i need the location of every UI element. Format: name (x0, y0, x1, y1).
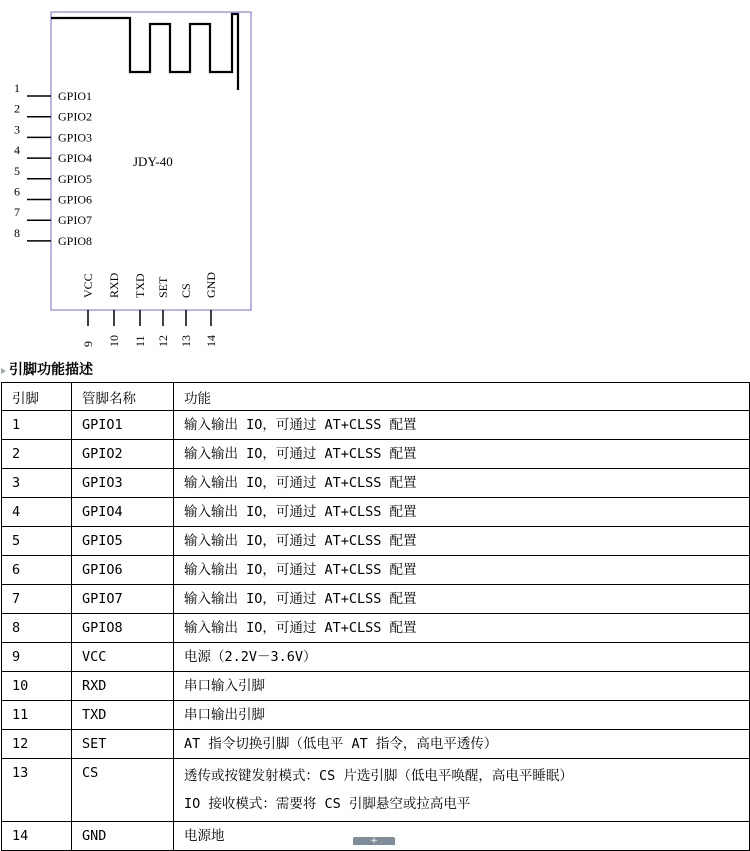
cell-pin: 9 (2, 643, 72, 672)
cell-function (174, 643, 750, 672)
bottom-pin-label: CS (179, 283, 193, 298)
cell-pin: 2 (2, 440, 72, 469)
cell-pin: 10 (2, 672, 72, 701)
table-row (2, 730, 750, 759)
header-function: 功能 (174, 383, 750, 411)
header-pin-name: 管脚名称 (72, 383, 174, 411)
function-line: 输入输出 IO，可通过 AT+CLSS 配置 (184, 475, 417, 491)
left-pin-label: GPIO6 (58, 192, 93, 207)
cell-pin: 13 (2, 759, 72, 822)
cell-function (174, 440, 750, 469)
pinout-diagram (0, 0, 750, 358)
function-line: AT 指令切换引脚（低电平 AT 指令，高电平透传） (184, 736, 498, 752)
cell-pin-name: TXD (72, 701, 174, 730)
cell-function (174, 759, 750, 822)
bottom-pin-number: 14 (204, 335, 218, 347)
left-pin-label: GPIO3 (58, 130, 93, 145)
table-row (2, 759, 750, 822)
function-line: 串口输出引脚 (184, 707, 265, 723)
left-pin-label: GPIO4 (58, 151, 93, 166)
function-line: 串口输入引脚 (184, 678, 265, 694)
function-line: 输入输出 IO，可通过 AT+CLSS 配置 (184, 562, 417, 578)
function-line: 输入输出 IO，可通过 AT+CLSS 配置 (184, 446, 417, 462)
function-line: 输入输出 IO，可通过 AT+CLSS 配置 (184, 620, 417, 636)
cell-pin-name: GPIO5 (72, 527, 174, 556)
bottom-pin-number: 11 (133, 335, 147, 347)
cell-pin: 8 (2, 614, 72, 643)
bottom-pin-number: 10 (107, 335, 121, 347)
cell-pin-name: GPIO8 (72, 614, 174, 643)
table-row (2, 701, 750, 730)
left-pin-number: 8 (14, 225, 20, 240)
header-pin: 引脚 (2, 383, 72, 411)
left-pin-number: 5 (14, 163, 20, 178)
table-row (2, 498, 750, 527)
cell-pin: 7 (2, 585, 72, 614)
left-pin-number: 3 (14, 122, 20, 137)
pin-function-table (1, 382, 750, 851)
cell-pin: 12 (2, 730, 72, 759)
cell-pin-name: GPIO7 (72, 585, 174, 614)
cell-pin: 4 (2, 498, 72, 527)
bottom-pin-number: 13 (179, 335, 193, 347)
cell-pin-name: SET (72, 730, 174, 759)
cell-pin-name: CS (72, 759, 174, 822)
cell-function (174, 701, 750, 730)
table-row (2, 643, 750, 672)
cell-pin: 5 (2, 527, 72, 556)
cell-pin: 11 (2, 701, 72, 730)
module-name: JDY-40 (133, 154, 173, 169)
bottom-pin-label: SET (156, 276, 170, 298)
table-row (2, 411, 750, 440)
scroll-tab[interactable]: + (353, 837, 395, 845)
left-pin-label: GPIO7 (58, 213, 93, 228)
section-arrow-icon (1, 368, 6, 374)
bottom-pin-number: 12 (156, 335, 170, 347)
left-pin-number: 2 (14, 101, 20, 116)
left-pin-number: 4 (14, 143, 20, 158)
left-pin-number: 7 (14, 205, 20, 220)
function-line: 输入输出 IO，可通过 AT+CLSS 配置 (184, 504, 417, 520)
function-line: 电源（2.2V－3.6V） (184, 649, 317, 665)
cell-pin-name: RXD (72, 672, 174, 701)
function-line: 输入输出 IO，可通过 AT+CLSS 配置 (184, 417, 417, 433)
cell-pin-name: GND (72, 822, 174, 851)
table-row (2, 585, 750, 614)
left-pin-label: GPIO2 (58, 109, 93, 124)
cell-function (174, 556, 750, 585)
bottom-pin-label: RXD (107, 272, 121, 298)
cell-pin: 6 (2, 556, 72, 585)
cell-pin-name: GPIO6 (72, 556, 174, 585)
table-row (2, 556, 750, 585)
table-header-row (2, 383, 750, 411)
bottom-pin-label: TXD (133, 273, 147, 298)
cell-pin: 3 (2, 469, 72, 498)
left-pin-number: 1 (14, 81, 20, 95)
table-row (2, 469, 750, 498)
bottom-pin-number: 9 (81, 341, 95, 347)
left-pin-number: 6 (14, 184, 20, 199)
table-row (2, 672, 750, 701)
cell-function (174, 730, 750, 759)
bottom-pin-label: GND (204, 272, 218, 298)
cell-pin-name: GPIO2 (72, 440, 174, 469)
cell-pin-name: GPIO3 (72, 469, 174, 498)
cell-pin-name: GPIO1 (72, 411, 174, 440)
cell-function (174, 585, 750, 614)
left-pin-label: GPIO5 (58, 171, 93, 186)
cell-function (174, 411, 750, 440)
section-title: 引脚功能描述 (9, 362, 93, 378)
bottom-pin-label: VCC (81, 273, 95, 298)
cell-function (174, 527, 750, 556)
table-row (2, 527, 750, 556)
function-line: 输入输出 IO，可通过 AT+CLSS 配置 (184, 591, 417, 607)
table-row (2, 440, 750, 469)
cell-function (174, 822, 750, 851)
left-pin-label: GPIO8 (58, 233, 93, 248)
cell-function (174, 672, 750, 701)
table-row (2, 614, 750, 643)
function-line: IO 接收模式：需要将 CS 引脚悬空或拉高电平 (184, 796, 471, 812)
function-line: 电源地 (184, 828, 225, 844)
left-pin-label: GPIO1 (58, 89, 93, 103)
cell-pin-name: GPIO4 (72, 498, 174, 527)
cell-pin-name: VCC (72, 643, 174, 672)
cell-function (174, 614, 750, 643)
cell-function (174, 498, 750, 527)
cell-pin: 14 (2, 822, 72, 851)
cell-function (174, 469, 750, 498)
cell-pin: 1 (2, 411, 72, 440)
function-line: 输入输出 IO，可通过 AT+CLSS 配置 (184, 533, 417, 549)
function-line: 透传或按键发射模式：CS 片选引脚（低电平唤醒，高电平睡眠） (184, 768, 573, 784)
